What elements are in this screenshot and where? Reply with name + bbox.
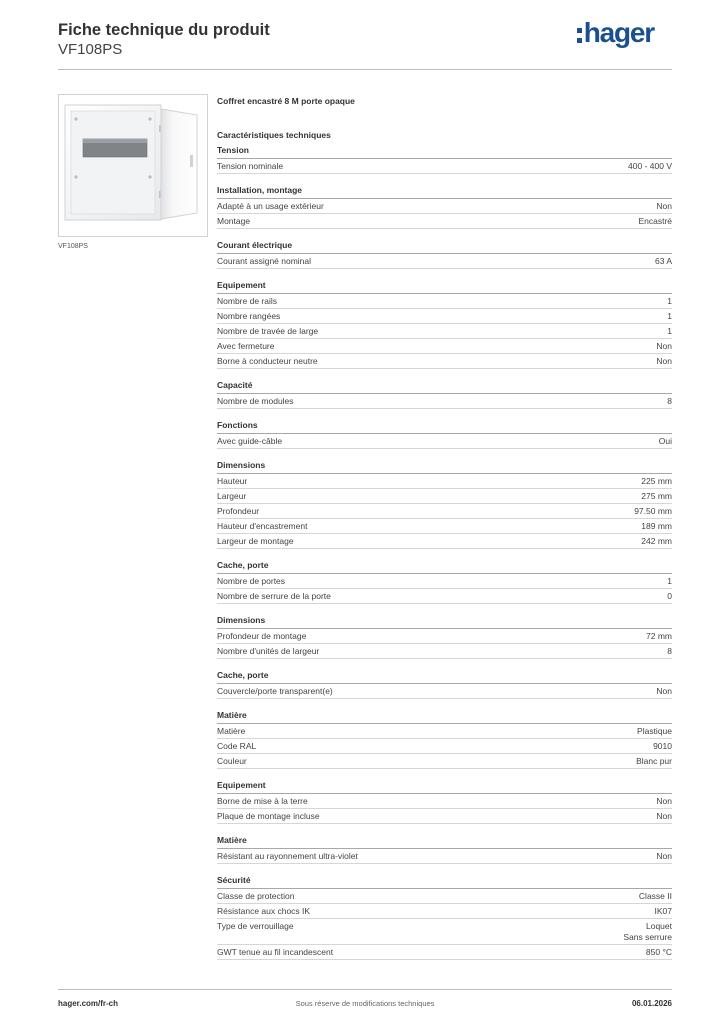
spec-row	[217, 724, 672, 739]
spec-value: 189 mm	[641, 521, 672, 531]
section-title: Dimensions	[217, 459, 672, 474]
spec-row	[217, 574, 672, 589]
spec-value: 8	[667, 396, 672, 406]
spec-label: Nombre rangées	[217, 311, 281, 321]
spec-label: Avec guide-câble	[217, 436, 283, 446]
spec-value: Classe II	[638, 891, 672, 901]
section-title: Matière	[217, 709, 672, 724]
spec-row	[217, 754, 672, 769]
spec-label: Largeur de montage	[217, 536, 294, 546]
spec-section	[217, 144, 672, 174]
spec-label: Classe de protection	[217, 891, 295, 901]
section-title: Equipement	[217, 279, 672, 294]
spec-value: Non	[656, 686, 672, 696]
spec-section	[217, 184, 672, 229]
spec-section	[217, 459, 672, 549]
spec-section	[217, 239, 672, 269]
spec-label: Tension nominale	[217, 161, 284, 171]
spec-value: 0	[667, 591, 672, 601]
spec-label: Profondeur	[217, 506, 260, 516]
spec-section	[217, 834, 672, 864]
spec-row	[217, 339, 672, 354]
hager-logo	[577, 17, 654, 49]
logo-dots-icon	[577, 28, 582, 43]
spec-label: Couleur	[217, 756, 247, 766]
spec-value: Encastré	[638, 216, 672, 226]
footer-website[interactable]: hager.com/fr-ch	[58, 999, 119, 1008]
spec-section	[217, 614, 672, 659]
spec-value: 242 mm	[641, 536, 672, 546]
spec-section	[217, 279, 672, 369]
spec-label: Plaque de montage incluse	[217, 811, 320, 821]
spec-label: Nombre de serrure de la porte	[217, 591, 331, 601]
spec-row	[217, 294, 672, 309]
section-title: Courant électrique	[217, 239, 672, 254]
section-title: Sécurité	[217, 874, 672, 889]
section-title: Cache, porte	[217, 669, 672, 684]
spec-row	[217, 354, 672, 369]
section-title: Tension	[217, 144, 672, 159]
spec-heading: Caractéristiques techniques	[217, 130, 331, 140]
page-footer	[58, 989, 672, 1014]
spec-value: Oui	[658, 436, 672, 446]
spec-value: Loquet Sans serrure	[623, 921, 672, 942]
spec-value: 97.50 mm	[634, 506, 672, 516]
spec-value: Non	[656, 796, 672, 806]
spec-label: Nombre de modules	[217, 396, 294, 406]
spec-value: 400 - 400 V	[628, 161, 672, 171]
spec-row	[217, 945, 672, 960]
spec-label: Nombre de rails	[217, 296, 277, 306]
spec-row	[217, 254, 672, 269]
image-caption: VF108PS	[58, 243, 88, 250]
spec-row	[217, 199, 672, 214]
spec-value: Blanc pur	[636, 756, 672, 766]
spec-label: Profondeur de montage	[217, 631, 307, 641]
spec-row	[217, 589, 672, 604]
spec-label: Borne à conducteur neutre	[217, 356, 318, 366]
spec-row	[217, 739, 672, 754]
footer-date: 06.01.2026	[631, 999, 672, 1008]
section-title: Dimensions	[217, 614, 672, 629]
section-title: Fonctions	[217, 419, 672, 434]
spec-value: Non	[656, 201, 672, 211]
spec-value: 63 A	[654, 256, 672, 266]
spec-label: Couvercle/porte transparent(e)	[217, 686, 333, 696]
spec-column	[217, 96, 672, 960]
spec-row	[217, 904, 672, 919]
spec-value: Non	[656, 811, 672, 821]
spec-row	[217, 214, 672, 229]
spec-row	[217, 489, 672, 504]
spec-row	[217, 809, 672, 824]
spec-value: 225 mm	[641, 476, 672, 486]
spec-label: Nombre de portes	[217, 576, 286, 586]
spec-value: 275 mm	[641, 491, 672, 501]
spec-label: Largeur	[217, 491, 247, 501]
spec-label: Borne de mise à la terre	[217, 796, 308, 806]
spec-label: Type de verrouillage	[217, 921, 294, 931]
spec-value: 1	[667, 576, 672, 586]
spec-section	[217, 779, 672, 824]
section-title: Matière	[217, 834, 672, 849]
section-title: Capacité	[217, 379, 672, 394]
spec-row	[217, 519, 672, 534]
section-title: Installation, montage	[217, 184, 672, 199]
spec-section	[217, 559, 672, 604]
spec-value: Plastique	[637, 726, 672, 736]
spec-row	[217, 644, 672, 659]
enclosure-illustration-icon	[59, 95, 207, 236]
spec-row	[217, 534, 672, 549]
spec-row	[217, 474, 672, 489]
spec-section	[217, 419, 672, 449]
spec-row	[217, 684, 672, 699]
section-title: Cache, porte	[217, 559, 672, 574]
spec-row	[217, 919, 672, 945]
spec-value: 8	[667, 646, 672, 656]
spec-label: Courant assigné nominal	[217, 256, 312, 266]
spec-label: Résistance aux chocs IK	[217, 906, 311, 916]
spec-label: Nombre d'unités de largeur	[217, 646, 320, 656]
page-title: Fiche technique du produit	[58, 21, 270, 39]
spec-value: 9010	[653, 741, 672, 751]
spec-value: Non	[656, 341, 672, 351]
spec-label: Montage	[217, 216, 251, 226]
spec-sections	[217, 144, 672, 960]
spec-row	[217, 324, 672, 339]
spec-row	[217, 504, 672, 519]
spec-value: 72 mm	[646, 631, 672, 641]
spec-row	[217, 849, 672, 864]
spec-value: 1	[667, 326, 672, 336]
spec-label: Résistant au rayonnement ultra-violet	[217, 851, 358, 861]
logo-wordmark: hager	[583, 17, 654, 48]
spec-value: 1	[667, 311, 672, 321]
spec-section	[217, 379, 672, 409]
spec-row	[217, 889, 672, 904]
spec-row	[217, 794, 672, 809]
spec-label: GWT tenue au fil incandescent	[217, 947, 334, 957]
product-reference: VF108PS	[58, 41, 123, 58]
spec-value: IK07	[654, 906, 672, 916]
spec-row	[217, 629, 672, 644]
spec-value: Non	[656, 851, 672, 861]
spec-row	[217, 309, 672, 324]
spec-value: 1	[667, 296, 672, 306]
spec-section	[217, 709, 672, 769]
spec-section	[217, 874, 672, 960]
spec-label: Hauteur d'encastrement	[217, 521, 308, 531]
spec-row	[217, 159, 672, 174]
spec-section	[217, 669, 672, 699]
page-header	[58, 17, 672, 70]
product-name: Coffret encastré 8 M porte opaque	[217, 96, 355, 106]
spec-label: Adapté à un usage extérieur	[217, 201, 324, 211]
spec-row	[217, 394, 672, 409]
spec-row	[217, 434, 672, 449]
section-title: Equipement	[217, 779, 672, 794]
spec-label: Code RAL	[217, 741, 257, 751]
spec-value: Non	[656, 356, 672, 366]
spec-label: Matière	[217, 726, 246, 736]
spec-label: Hauteur	[217, 476, 248, 486]
spec-value: 850 °C	[645, 947, 672, 957]
spec-label: Avec fermeture	[217, 341, 275, 351]
product-image	[58, 94, 208, 237]
spec-label: Nombre de travée de large	[217, 326, 319, 336]
footer-disclaimer: Sous réserve de modifications techniques	[295, 999, 435, 1008]
